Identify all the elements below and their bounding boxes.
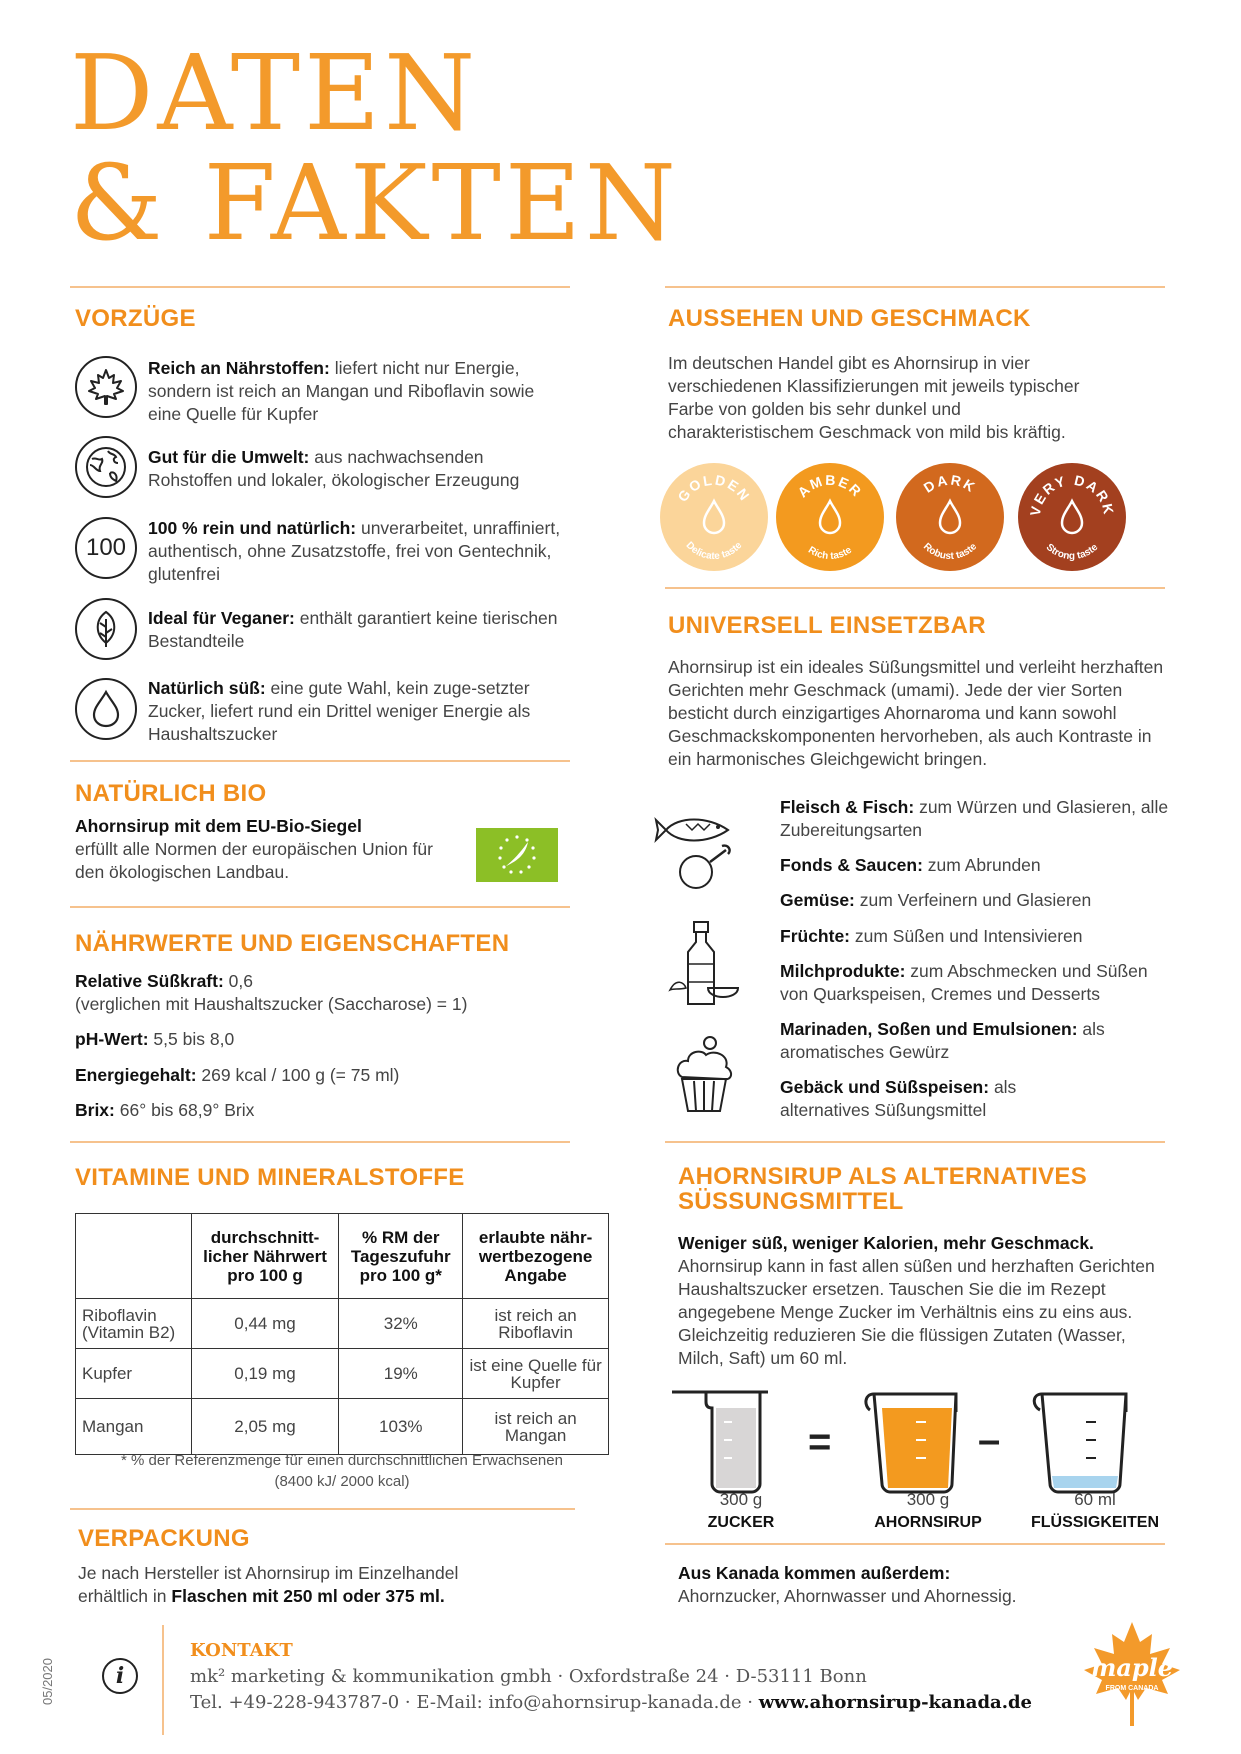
svg-text:Strong taste: Strong taste bbox=[1043, 541, 1101, 563]
amber-badge bbox=[776, 463, 884, 571]
table-row: Kupfer 0,19 mg 19% ist eine Quelle für Kupfer bbox=[76, 1349, 609, 1399]
naehrwerte-heading: NÄHRWERTE UND EIGENSCHAFTEN bbox=[75, 930, 510, 957]
sugar-cup-icon bbox=[668, 1388, 772, 1499]
universell-text: Ahornsirup ist ein ideales Süßungsmittel und verleiht herzhaften Gerichten mehr Geschmack (umami). Jede der vier Sorten besticht durch einzigartiges Ahornaroma und kann sowohl Geschmackskomponenten hervorheben, als auch Kontraste in ein harmonisches Gleichgewicht bringen. bbox=[668, 657, 1164, 769]
divider bbox=[70, 286, 570, 288]
vorzug-item: Ideal für Veganer: enthält garantiert keine tierischen Bestandteile bbox=[148, 608, 558, 651]
usage-item: Milchprodukte: zum Abschmecken und Süßen von Quarkspeisen, Cremes und Desserts bbox=[780, 961, 1148, 1004]
maple-syrup-cup-icon bbox=[860, 1388, 970, 1499]
naehrwert-item: Relative Süßkraft: 0,6 (verglichen mit Haushaltszucker (Saccharose) = 1) bbox=[75, 971, 468, 1014]
bottle-bowl-icon bbox=[664, 918, 744, 1013]
divider bbox=[70, 1508, 575, 1510]
drop-icon bbox=[75, 678, 137, 740]
vorzug-item: Gut für die Umwelt: aus nachwachsenden Rohstoffen und lokaler, ökologischer Erzeugung bbox=[148, 447, 520, 490]
naehrwert-item: Energiegehalt: 269 kcal / 100 g (= 75 ml) bbox=[75, 1065, 400, 1085]
alternativ-heading: AHORNSIRUP ALS ALTERNATIVES SÜSSUNGSMITTEL bbox=[678, 1163, 1088, 1215]
divider bbox=[162, 1625, 164, 1735]
universell-heading: UNIVERSELL EINSETZBAR bbox=[668, 612, 986, 639]
divider bbox=[665, 286, 1165, 288]
bio-text: Ahornsirup mit dem EU-Bio-Siegel erfüllt alle Normen der europäischen Union für den ökologischen Landbau. bbox=[75, 816, 433, 882]
leaf-icon bbox=[75, 598, 137, 660]
naehrwert-item: pH-Wert: 5,5 bis 8,0 bbox=[75, 1029, 235, 1049]
vorzug-item: Reich an Nährstoffen: liefert nicht nur Energie, sondern ist reich an Mangan und Riboflavin sowie eine Quelle für Kupfer bbox=[148, 358, 535, 424]
svg-text:GOLDEN: GOLDEN bbox=[674, 471, 754, 505]
svg-text:AMBER: AMBER bbox=[794, 471, 866, 501]
golden-badge bbox=[660, 463, 768, 571]
svg-text:FROM CANADA: FROM CANADA bbox=[1105, 1685, 1159, 1692]
verpackung-text: Je nach Hersteller ist Ahornsirup im Einzelhandel erhältlich in Flaschen mit 250 ml oder 375 ml. bbox=[78, 1563, 459, 1606]
svg-text:DARK: DARK bbox=[920, 471, 980, 496]
svg-text:Rich taste: Rich taste bbox=[806, 544, 854, 563]
table-header: durchschnitt-licher Nährwert pro 100 g bbox=[191, 1214, 339, 1299]
divider bbox=[665, 587, 1165, 589]
divider bbox=[665, 1543, 1165, 1545]
very-dark-badge bbox=[1018, 463, 1126, 571]
usage-item: Gemüse: zum Verfeinern und Glasieren bbox=[780, 890, 1092, 910]
divider bbox=[70, 906, 570, 908]
fish-meat-icon bbox=[652, 812, 744, 897]
vitamine-heading: VITAMINE UND MINERALSTOFFE bbox=[75, 1164, 465, 1191]
liquid-cup-icon bbox=[1026, 1388, 1136, 1499]
table-header: erlaubte nähr-wertbezogene Angabe bbox=[463, 1214, 609, 1299]
muffin-icon bbox=[672, 1033, 736, 1118]
usage-item: Früchte: zum Süßen und Intensivieren bbox=[780, 926, 1083, 946]
divider bbox=[70, 760, 570, 762]
contact-phone-email: Tel. +49-228-943787-0 · E-Mail: info@ahornsirup-kanada.de · www.ahornsirup-kanada.de bbox=[190, 1692, 1032, 1713]
contact-address: mk² marketing & kommunikation gmbh · Oxfordstraße 24 · D-53111 Bonn bbox=[190, 1666, 867, 1687]
alternativ-text: Weniger süß, weniger Kalorien, mehr Geschmack. Ahornsirup kann in fast allen süßen und herzhaften Gerichten Haushaltszucker ersetzen. Tauschen Sie die im Rezept angegebene Menge Zucker im Verhältnis eins zu eins aus. Gleichzeitig reduzieren Sie die flüssigen Zutaten (Wasser, Milch, Saft) um 60 ml. bbox=[678, 1233, 1155, 1368]
eu-organic-logo bbox=[476, 828, 558, 882]
maple-leaf-icon bbox=[75, 356, 137, 418]
divider bbox=[70, 1141, 570, 1143]
verpackung-heading: VERPACKUNG bbox=[78, 1525, 250, 1552]
vitamin-table bbox=[75, 1213, 609, 1455]
usage-item: Fleisch & Fisch: zum Würzen und Glasieren, alle Zubereitungsarten bbox=[780, 797, 1169, 840]
usage-item: Marinaden, Soßen und Emulsionen: als aromatisches Gewürz bbox=[780, 1019, 1105, 1062]
divider bbox=[665, 1141, 1165, 1143]
info-icon: i bbox=[102, 1658, 138, 1694]
table-row: Riboflavin (Vitamin B2) 0,44 mg 32% ist reich an Riboflavin bbox=[76, 1299, 609, 1349]
minus-sign: – bbox=[978, 1418, 1001, 1462]
maple-from-canada-logo bbox=[1080, 1620, 1184, 1730]
cup-label: 60 ml FLÜSSIGKEITEN bbox=[1030, 1490, 1159, 1531]
hundred-icon: 100 bbox=[75, 517, 137, 579]
globe-icon bbox=[75, 436, 137, 498]
table-footnote: * % der Referenzmenge für einen durchschnittlichen Erwachsenen (8400 kJ/ 2000 kcal) bbox=[121, 1452, 563, 1490]
contact-heading: KONTAKT bbox=[190, 1640, 293, 1661]
aussehen-text: Im deutschen Handel gibt es Ahornsirup in vier verschiedenen Klassifizierungen mit jeweils typischer Farbe von golden bis sehr dunkel und charakteristischem Geschmack von mild bis kräftig. bbox=[668, 353, 1080, 442]
svg-text:Delicate taste: Delicate taste bbox=[683, 539, 745, 563]
kanada-text: Aus Kanada kommen außerdem: Ahornzucker, Ahornwasser und Ahornessig. bbox=[678, 1563, 1017, 1606]
page-title: DATEN & FAKTEN bbox=[70, 32, 680, 264]
svg-text:VERY DARK: VERY DARK bbox=[1026, 471, 1118, 518]
usage-item: Fonds & Saucen: zum Abrunden bbox=[780, 855, 1041, 875]
website-link[interactable]: www.ahornsirup-kanada.de bbox=[758, 1692, 1032, 1713]
svg-text:maple: maple bbox=[1090, 1653, 1174, 1682]
vorzug-item: Natürlich süß: eine gute Wahl, kein zuge-setzter Zucker, liefert rund ein Drittel weniger Energie als Haushaltszucker bbox=[148, 678, 531, 744]
dark-badge bbox=[896, 463, 1004, 571]
date-stamp: 05/2020 bbox=[40, 1658, 55, 1705]
naehrwert-item: Brix: 66° bis 68,9° Brix bbox=[75, 1100, 255, 1120]
table-header bbox=[76, 1214, 192, 1299]
vorzuege-heading: VORZÜGE bbox=[75, 305, 196, 332]
cup-label: 300 g AHORNSIRUP bbox=[874, 1490, 982, 1531]
bio-heading: NATÜRLICH BIO bbox=[75, 780, 267, 807]
usage-item: Gebäck und Süßspeisen: als alternatives Süßungsmittel bbox=[780, 1077, 1017, 1120]
svg-text:Robust taste: Robust taste bbox=[920, 541, 980, 563]
table-header: % RM der Tageszufuhr pro 100 g* bbox=[339, 1214, 463, 1299]
cup-label: 300 g ZUCKER bbox=[707, 1490, 775, 1531]
vorzug-item: 100 % rein und natürlich: unverarbeitet, unraffiniert, authentisch, ohne Zusatzstoffe, frei von Gentechnik, glutenfrei bbox=[148, 518, 561, 584]
aussehen-heading: AUSSEHEN UND GESCHMACK bbox=[668, 305, 1031, 332]
equals-sign: = bbox=[808, 1420, 832, 1464]
table-row: Mangan 2,05 mg 103% ist reich an Mangan bbox=[76, 1399, 609, 1455]
